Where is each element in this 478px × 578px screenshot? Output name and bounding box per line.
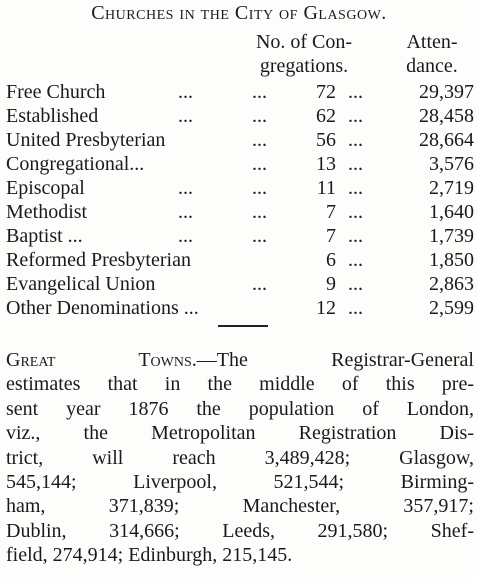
- article-line-6: 545,144; Liverpool, 521,544; Birming-: [6, 470, 474, 493]
- attendance-cell: 2,599: [429, 297, 474, 319]
- leader-dots: ...: [348, 273, 363, 295]
- table-row: [6, 272, 476, 296]
- attendance-cell: 1,739: [429, 225, 474, 247]
- congregations-cell: 72: [316, 81, 336, 103]
- attendance-cell: 3,576: [429, 153, 474, 175]
- leader-dots: ...: [252, 81, 267, 103]
- table-row: [6, 104, 476, 128]
- leader-dots: ...: [178, 81, 193, 103]
- congregations-cell: 6: [326, 249, 336, 271]
- leader-dots: ...: [252, 105, 267, 127]
- header-congregations-line-1: No. of Con-: [255, 31, 353, 53]
- leader-dots: ...: [348, 177, 363, 199]
- leader-dots: ...: [178, 105, 193, 127]
- header-congregations: [224, 30, 384, 78]
- denomination-cell: United Presbyterian: [6, 129, 166, 151]
- table-row: [6, 200, 476, 224]
- article-line-9: field, 274,914; Edinburgh, 215,145.: [6, 544, 293, 567]
- leader-dots: ...: [348, 105, 363, 127]
- church-table: [6, 80, 476, 320]
- denomination-cell: Congregational...: [6, 153, 145, 175]
- leader-dots: ...: [178, 201, 193, 223]
- table-row: [6, 152, 476, 176]
- leader-dots: ...: [252, 177, 267, 199]
- header-attendance-line-1: Atten-: [406, 31, 458, 53]
- article-line-2: estimates that in the middle of this pre-: [6, 373, 474, 396]
- leader-dots: ...: [348, 153, 363, 175]
- leader-dots: ...: [252, 129, 267, 151]
- leader-dots: ...: [252, 225, 267, 247]
- header-congregations-line-2: gregations.: [259, 55, 349, 77]
- denomination-cell: Episcopal: [6, 177, 85, 199]
- leader-dots: ...: [252, 153, 267, 175]
- denomination-cell: Established: [6, 105, 99, 127]
- article-lead: Great Towns.: [6, 349, 197, 371]
- leader-dots: ...: [348, 249, 363, 271]
- article-great-towns: [6, 348, 474, 568]
- table-row: [6, 80, 476, 104]
- article-line-5: trict, will reach 3,489,428; Glasgow,: [6, 446, 474, 469]
- table-title: Churches in the City of Glasgow.: [91, 2, 387, 24]
- congregations-cell: 56: [316, 129, 336, 151]
- congregations-cell: 11: [316, 177, 336, 199]
- denomination-cell: Reformed Presbyterian: [6, 249, 191, 271]
- article-line-3: sent year 1876 the population of London,: [6, 397, 474, 420]
- section-divider: [218, 325, 268, 327]
- leader-dots: ...: [348, 129, 363, 151]
- article-line-1-text: —The Registrar-General: [196, 349, 474, 371]
- denomination-cell: Methodist: [6, 201, 88, 223]
- table-row: [6, 248, 476, 272]
- table-row: [6, 176, 476, 200]
- leader-dots: ...: [252, 273, 267, 295]
- congregations-cell: 13: [316, 153, 336, 175]
- attendance-cell: 1,850: [429, 249, 474, 271]
- table-row: [6, 128, 476, 152]
- attendance-cell: 29,397: [419, 81, 474, 103]
- article-line-4: viz., the Metropolitan Registration Dis-: [6, 422, 474, 445]
- congregations-cell: 7: [326, 201, 336, 223]
- denomination-cell: Evangelical Union: [6, 273, 156, 295]
- leader-dots: ...: [348, 81, 363, 103]
- leader-dots: ...: [178, 225, 193, 247]
- attendance-cell: 28,458: [419, 105, 474, 127]
- table-row: [6, 296, 476, 320]
- article-line-1: [6, 348, 474, 372]
- leader-dots: ...: [178, 177, 193, 199]
- leader-dots: ...: [348, 201, 363, 223]
- congregations-cell: 62: [316, 105, 336, 127]
- attendance-cell: 28,664: [419, 129, 474, 151]
- leader-dots: ...: [348, 297, 363, 319]
- attendance-cell: 2,719: [429, 177, 474, 199]
- article-line-8: Dublin, 314,666; Leeds, 291,580; Shef-: [6, 519, 474, 542]
- congregations-cell: 12: [316, 297, 336, 319]
- article-line-7: ham, 371,839; Manchester, 357,917;: [6, 495, 474, 518]
- congregations-cell: 9: [326, 273, 336, 295]
- attendance-cell: 2,863: [429, 273, 474, 295]
- header-attendance: [388, 30, 476, 78]
- congregations-cell: 7: [326, 225, 336, 247]
- denomination-cell: Baptist ...: [6, 225, 83, 247]
- denomination-cell: Other Denominations ...: [6, 297, 199, 319]
- leader-dots: ...: [348, 225, 363, 247]
- attendance-cell: 1,640: [429, 201, 474, 223]
- header-attendance-line-2: dance.: [406, 55, 458, 77]
- denomination-cell: Free Church: [6, 81, 106, 103]
- leader-dots: ...: [252, 201, 267, 223]
- table-row: [6, 224, 476, 248]
